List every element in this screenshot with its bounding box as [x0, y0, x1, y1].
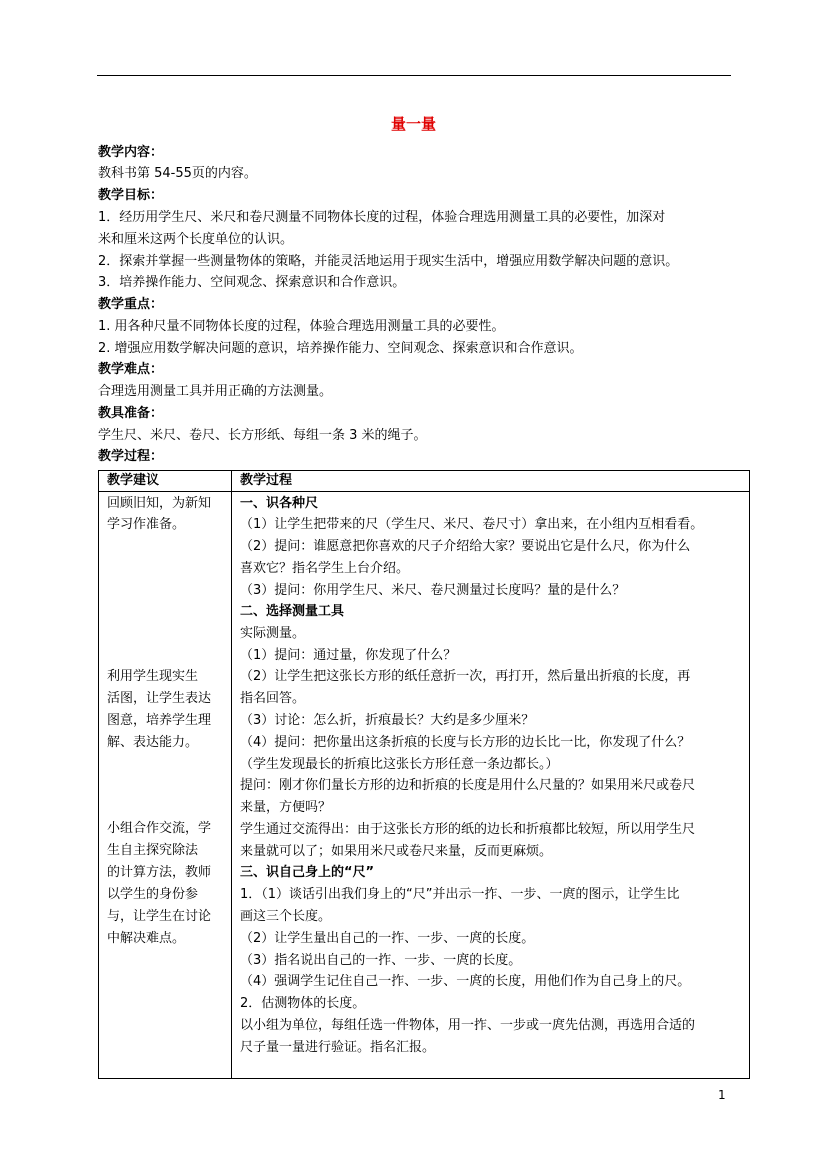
key-point: 2. 增强应用数学解决问题的意识，培养操作能力、空间观念、探索意识和合作意识。: [98, 341, 583, 356]
process-line: 2．估测物体的长度。: [240, 996, 366, 1011]
goal-line: 1．经历用学生尺、米尺和卷尺测量不同物体长度的过程，体验合理选用测量工具的必要性，加深对: [98, 210, 666, 225]
process-line: 指名回答。: [240, 691, 306, 706]
suggestion-line: 中解决难点。: [107, 931, 186, 946]
process-line: （3）指名说出自己的一拃、一步、一庹的长度。: [240, 953, 522, 968]
page-number: 1: [718, 1088, 726, 1102]
process-line: （3）讨论：怎么折，折痕最长？大约是多少厘米？: [240, 713, 535, 728]
process-line: 喜欢它？指名学生上台介绍。: [240, 561, 410, 576]
process-line: 尺子量一量进行验证。指名汇报。: [240, 1040, 436, 1055]
suggestion-line: 的计算方法，教师: [107, 865, 212, 880]
process-line: 三、识自己身上的“尺”: [240, 865, 375, 880]
process-line: 来量，方便吗？: [240, 800, 332, 815]
table-header-row: [99, 471, 750, 492]
content-text: 教科书第 54-55页的内容。: [98, 166, 257, 181]
suggestion-line: 小组合作交流，学: [107, 821, 212, 836]
goals-heading: 教学目标：: [98, 188, 164, 203]
col-header-suggestion: 教学建议: [99, 471, 232, 492]
suggestion-line: 图意，培养学生理: [107, 713, 212, 728]
goal-line: 3．培养操作能力、空间观念、探索意识和合作意识。: [98, 275, 406, 290]
process-line: （3）提问：你用学生尺、米尺、卷尺测量过长度吗？量的是什么？: [240, 583, 626, 598]
key-heading: 教学重点：: [98, 297, 164, 312]
suggestion-line: 生自主探究除法: [107, 843, 199, 858]
process-heading: 教学过程：: [98, 449, 164, 464]
content-heading: 教学内容：: [98, 145, 164, 160]
process-line: （1）让学生把带来的尺（学生尺、米尺、卷尺寸）拿出来，在小组内互相看看。: [240, 517, 704, 532]
suggestion-line: 活图，让学生表达: [107, 691, 212, 706]
difficulty-heading: 教学难点：: [98, 362, 164, 377]
header-rule: [97, 75, 731, 76]
process-line: （2）让学生量出自己的一拃、一步、一庹的长度。: [240, 931, 535, 946]
process-line: （4）强调学生记住自己一拃、一步、一庹的长度，用他们作为自己身上的尺。: [240, 974, 691, 989]
process-line: 来量就可以了；如果用米尺或卷尺来量，反而更麻烦。: [240, 844, 553, 859]
key-point: 1. 用各种尺量不同物体长度的过程，体验合理选用测量工具的必要性。: [98, 319, 505, 334]
tools-text: 学生尺、米尺、卷尺、长方形纸、每组一条 3 米的绳子。: [98, 428, 427, 443]
suggestion-line: 解、表达能力。: [107, 735, 199, 750]
process-cell: [232, 492, 750, 1079]
process-line: 以小组为单位，每组任选一件物体，用一拃、一步或一庹先估测，再选用合适的: [240, 1018, 696, 1033]
table-row: [99, 492, 750, 1079]
suggestion-line: 学习作准备。: [107, 517, 186, 532]
process-table: [98, 470, 750, 1079]
process-line: 二、选择测量工具: [240, 604, 345, 619]
page-title: 量一量: [390, 115, 436, 133]
goal-line: 米和厘米这两个长度单位的认识。: [98, 232, 294, 247]
process-line: 画这三个长度。: [240, 909, 332, 924]
goal-line: 2．探索并掌握一些测量物体的策略，并能灵活地运用于现实生活中，增强应用数学解决问题的意识。: [98, 254, 679, 269]
process-line: 提问：刚才你们量长方形的边和折痕的长度是用什么尺量的？如果用米尺或卷尺: [240, 778, 696, 793]
tools-heading: 教具准备：: [98, 406, 164, 421]
process-line: 一、识各种尺: [240, 496, 319, 511]
difficulty-text: 合理选用测量工具并用正确的方法测量。: [98, 384, 333, 399]
process-line: （2）让学生把这张长方形的纸任意折一次，再打开，然后量出折痕的长度，再: [240, 669, 691, 684]
process-line: （2）提问：谁愿意把你喜欢的尺子介绍给大家？要说出它是什么尺，你为什么: [240, 539, 691, 554]
process-line: 1．（1）谈话引出我们身上的“尺”并出示一拃、一步、一庹的图示，让学生比: [240, 887, 680, 902]
suggestion-line: 以学生的身份参: [107, 887, 199, 902]
col-header-process: 教学过程: [232, 471, 750, 492]
process-line: 学生通过交流得出：由于这张长方形的纸的边长和折痕都比较短，所以用学生尺: [240, 822, 696, 837]
suggestion-cell: [99, 492, 232, 1079]
process-line: （学生发现最长的折痕比这张长方形任意一条边都长。）: [240, 757, 559, 772]
suggestion-line: 回顾旧知，为新知: [107, 496, 212, 511]
suggestion-line: 利用学生现实生: [107, 669, 199, 684]
process-line: （1）提问：通过量，你发现了什么？: [240, 648, 457, 663]
process-line: （4）提问：把你量出这条折痕的长度与长方形的边长比一比，你发现了什么？: [240, 735, 691, 750]
process-line: 实际测量。: [240, 626, 306, 641]
suggestion-line: 与，让学生在讨论: [107, 909, 212, 924]
